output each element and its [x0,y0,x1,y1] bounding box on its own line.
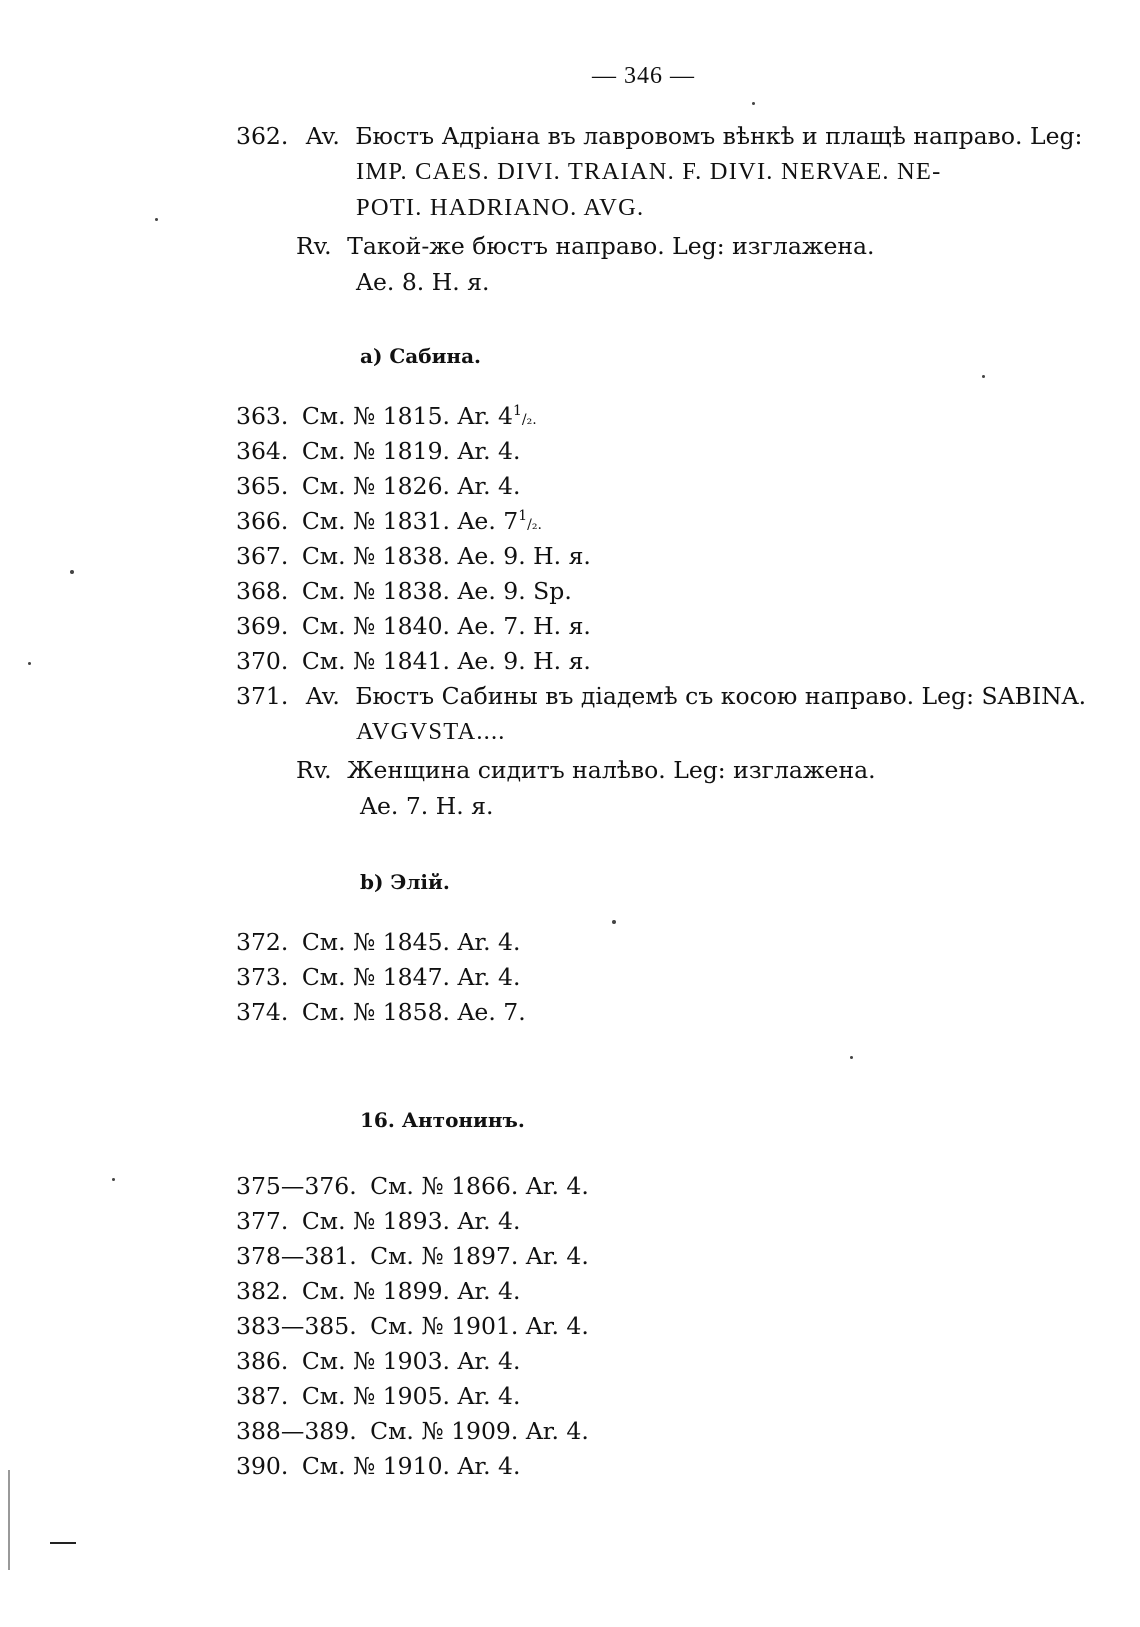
list-item: 378—381. См. № 1897. Ar. 4. [236,1242,589,1270]
section-heading-elius: b) Элій. [360,870,450,894]
list-item: 363. См. № 1815. Ar. $4^1/_2$. [236,402,537,430]
rv-description: Такой-же бюстъ направо. Leg: изглажена. [347,232,875,260]
list-item: 382. См. № 1899. Ar. 4. [236,1277,521,1305]
legend-line-2: POTI. HADRIANO. AVG. [356,194,645,221]
section-heading-sabina: a) Сабина. [360,344,481,368]
list-item: 374. См. № 1858. Ae. 7. [236,998,526,1026]
list-item: 365. См. № 1826. Ar. 4. [236,472,521,500]
av-description: Бюстъ Сабины въ діадемѣ съ косою направо. Leg: SABINA. [355,682,1087,710]
list-item: 387. См. № 1905. Ar. 4. [236,1382,521,1410]
list-item: 373. См. № 1847. Ar. 4. [236,963,521,991]
scan-speck [112,1178,115,1181]
legend-line: AVGVSTA.... [356,718,506,745]
rv-label: Rv. [296,756,332,784]
entry-371-meta: Ae. 7. Н. я. [360,792,494,820]
rv-description: Женщина сидитъ налѣво. Leg: изглажена. [347,756,876,784]
list-item: 383—385. См. № 1901. Ar. 4. [236,1312,589,1340]
scan-speck [28,662,31,665]
entry-362-av [236,122,1082,150]
av-label: Av. [305,122,340,150]
list-item: 367. См. № 1838. Ae. 9. Н. я. [236,542,591,570]
scan-speck [752,102,755,105]
list-item: 390. См. № 1910. Ar. 4. [236,1452,521,1480]
list-item: 377. См. № 1893. Ar. 4. [236,1207,521,1235]
entry-362-meta: Ae. 8. Н. я. [356,268,490,296]
entry-number: 362. [236,122,289,150]
scan-speck [982,375,985,378]
scan-edge-line [8,1470,10,1570]
section-heading-antoninus: 16. Антонинъ. [360,1108,525,1132]
list-item: 388—389. См. № 1909. Ar. 4. [236,1417,589,1445]
legend-line-1: IMP. CAES. DIVI. TRAIAN. F. DIVI. NERVAE. NE- [356,158,942,185]
scan-edge-mark [50,1542,76,1544]
av-description: Бюстъ Адріана въ лавровомъ вѣнкѣ и плащѣ направо. Leg: [355,122,1083,150]
list-item: 369. См. № 1840. Ae. 7. Н. я. [236,612,591,640]
scan-speck [612,920,616,924]
list-item: 364. См. № 1819. Ar. 4. [236,437,521,465]
list-item: 375—376. См. № 1866. Ar. 4. [236,1172,589,1200]
list-item: 366. См. № 1831. Ae. $7^1/_2$. [236,507,542,535]
scan-speck [155,218,158,221]
list-item: 368. См. № 1838. Ae. 9. Sp. [236,577,572,605]
scan-speck [70,570,74,574]
list-item: 386. См. № 1903. Ar. 4. [236,1347,521,1375]
av-label: Av. [305,682,340,710]
page-number: — 346 — [592,63,695,89]
entry-362-rv [296,232,875,260]
entry-371-av [236,682,1086,710]
list-item: 370. См. № 1841. Ae. 9. Н. я. [236,647,591,675]
rv-label: Rv. [296,232,332,260]
list-item: 372. См. № 1845. Ar. 4. [236,928,521,956]
entry-371-rv [296,756,876,784]
entry-number: 371. [236,682,289,710]
scan-speck [850,1056,853,1059]
